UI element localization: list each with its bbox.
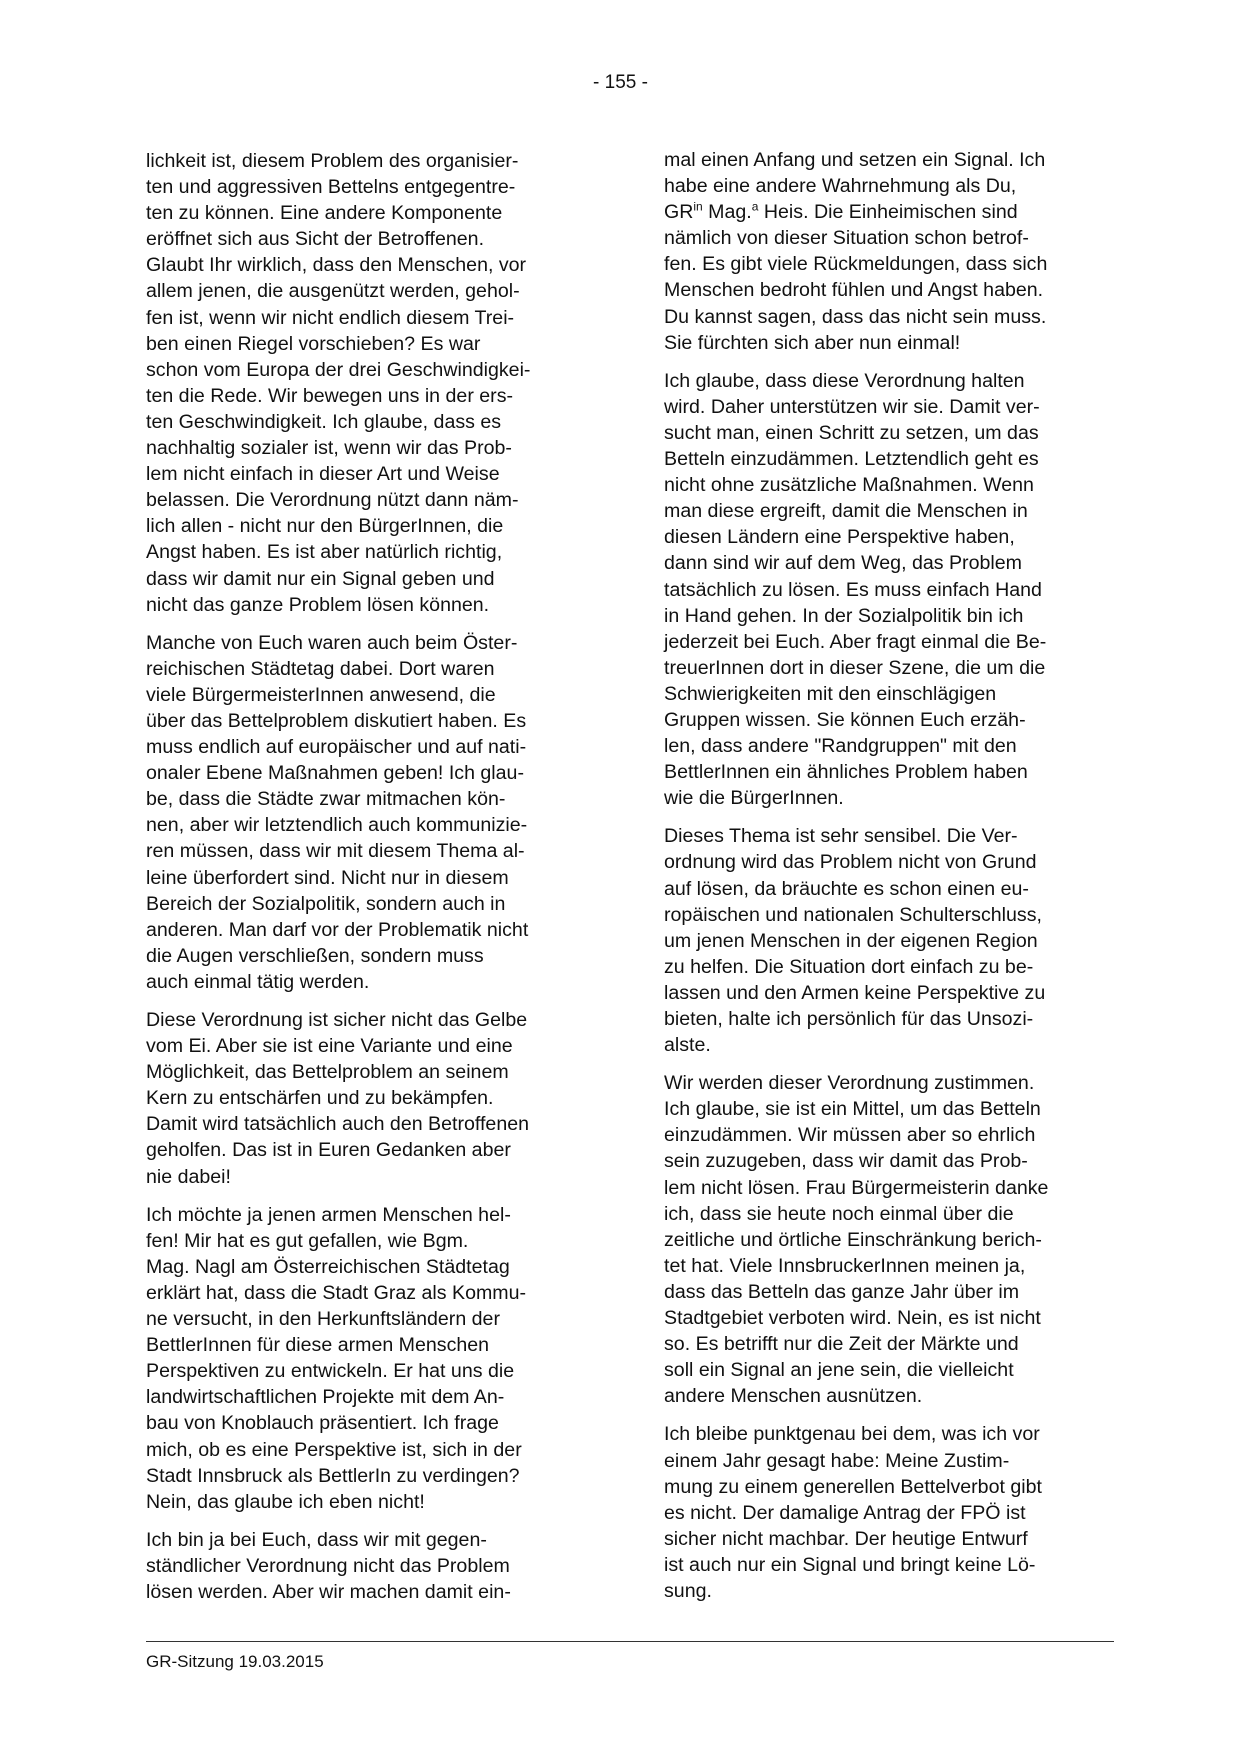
text-line: jederzeit bei Euch. Aber fragt einmal die Be- bbox=[664, 630, 1047, 653]
text-line: be, dass die Städte zwar mitmachen kön- bbox=[146, 788, 506, 811]
text-line: Stadt Innsbruck als BettlerIn zu verdingen? bbox=[146, 1464, 520, 1487]
text-line: Glaubt Ihr wirklich, dass den Menschen, vor bbox=[146, 254, 527, 277]
text-line: lem nicht lösen. Frau Bürgermeisterin danke bbox=[664, 1176, 1049, 1199]
text-line: sein zuzugeben, dass wir damit das Prob- bbox=[664, 1150, 1028, 1173]
text-line: Wir werden dieser Verordnung zustimmen. bbox=[664, 1072, 1035, 1095]
text-line: Ich glaube, dass diese Verordnung halten bbox=[664, 369, 1025, 392]
text-line: landwirtschaftlichen Projekte mit dem An- bbox=[146, 1386, 505, 1409]
text-line: lichkeit ist, diesem Problem des organisier- bbox=[146, 150, 519, 172]
text-line: tatsächlich zu lösen. Es muss einfach Hand bbox=[664, 578, 1042, 601]
left-text-column bbox=[146, 148, 594, 1617]
text-line: ropäischen und nationalen Schulterschluss, bbox=[664, 903, 1042, 926]
text-line: Ich möchte ja jenen armen Menschen hel- bbox=[146, 1203, 511, 1226]
paragraph bbox=[664, 368, 1112, 812]
text-line: ten und aggressiven Bettelns entgegentre- bbox=[146, 176, 516, 199]
text-line: sung. bbox=[664, 1579, 712, 1602]
superscript: in bbox=[693, 199, 703, 214]
superscript: a bbox=[751, 199, 759, 214]
text-line: ne versucht, in den Herkunftsländern der bbox=[146, 1308, 500, 1331]
text-line: mal einen Anfang und setzen ein Signal. Ich bbox=[664, 149, 1046, 171]
text-line: wie die BürgerInnen. bbox=[664, 787, 844, 810]
text-line: BettlerInnen für diese armen Menschen bbox=[146, 1334, 490, 1357]
text-line: dass wir damit nur ein Signal geben und bbox=[146, 567, 495, 590]
text-line: sucht man, einen Schritt zu setzen, um das bbox=[664, 421, 1039, 444]
text-line: anderen. Man darf vor der Problematik nicht bbox=[146, 918, 529, 941]
text-line: ich, dass sie heute noch einmal über die bbox=[664, 1202, 1014, 1225]
text-line: über das Bettelproblem diskutiert haben. Es bbox=[146, 709, 527, 732]
text-line: Betteln einzudämmen. Letztendlich geht es bbox=[664, 448, 1039, 471]
text-line: dann sind wir auf dem Weg, das Problem bbox=[664, 552, 1022, 575]
text-line: Perspektiven zu entwickeln. Er hat uns die bbox=[146, 1360, 515, 1383]
text-line: reichischen Städtetag dabei. Dort waren bbox=[146, 657, 495, 680]
text-line: bau von Knoblauch präsentiert. Ich frage bbox=[146, 1412, 499, 1435]
text-line: Nein, das glaube ich eben nicht! bbox=[146, 1490, 425, 1513]
text-line: lösen werden. Aber wir machen damit ein- bbox=[146, 1580, 511, 1603]
footer-divider bbox=[146, 1641, 1114, 1642]
paragraph bbox=[146, 1202, 594, 1515]
text-line bbox=[664, 199, 1112, 225]
text-line: Bereich der Sozialpolitik, sondern auch in bbox=[146, 892, 506, 915]
text-line: mung zu einem generellen Bettelverbot gibt bbox=[664, 1475, 1042, 1498]
text-line: dass das Betteln das ganze Jahr über im bbox=[664, 1280, 1020, 1303]
text-line: erklärt hat, dass die Stadt Graz als Kommu- bbox=[146, 1281, 527, 1304]
text-line: ten Geschwindigkeit. Ich glaube, dass es bbox=[146, 410, 502, 433]
paragraph bbox=[664, 147, 1112, 356]
text-line: es nicht. Der damalige Antrag der FPÖ ist bbox=[664, 1501, 1026, 1524]
text-line: schon vom Europa der drei Geschwindigkei- bbox=[146, 358, 531, 381]
text-line: sicher nicht machbar. Der heutige Entwurf bbox=[664, 1527, 1028, 1550]
text-line: ständlicher Verordnung nicht das Problem bbox=[146, 1554, 510, 1577]
text-line: geholfen. Das ist in Euren Gedanken aber bbox=[146, 1139, 511, 1162]
text-line: fen! Mir hat es gut gefallen, wie Bgm. bbox=[146, 1229, 469, 1252]
text-fragment: Heis. Die Einheimischen sind bbox=[758, 201, 1018, 224]
paragraph bbox=[146, 1527, 594, 1605]
text-line: tet hat. Viele InnsbruckerInnen meinen ja, bbox=[664, 1254, 1026, 1277]
text-line: lem nicht einfach in dieser Art und Weise bbox=[146, 463, 500, 486]
text-line: belassen. Die Verordnung nützt dann näm- bbox=[146, 489, 519, 512]
text-line: vom Ei. Aber sie ist eine Variante und eine bbox=[146, 1035, 513, 1058]
text-line: nen, aber wir letztendlich auch kommunizie- bbox=[146, 814, 528, 837]
text-line: soll ein Signal an jene sein, die vielleicht bbox=[664, 1359, 1014, 1382]
text-line: auch einmal tätig werden. bbox=[146, 970, 370, 993]
text-line: len, dass andere "Randgruppen" mit den bbox=[664, 735, 1017, 758]
text-line: lassen und den Armen keine Perspektive zu bbox=[664, 981, 1046, 1004]
text-line: Dieses Thema ist sehr sensibel. Die Ver- bbox=[664, 825, 1018, 848]
text-line: viele BürgermeisterInnen anwesend, die bbox=[146, 683, 496, 706]
text-line: zeitliche und örtliche Einschränkung berich- bbox=[664, 1228, 1042, 1251]
text-line: ist auch nur ein Signal und bringt keine Lö- bbox=[664, 1553, 1036, 1576]
title-abbreviation: Mag. bbox=[702, 201, 752, 224]
text-line: eröffnet sich aus Sicht der Betroffenen. bbox=[146, 228, 485, 251]
text-line: Menschen bedroht fühlen und Angst haben. bbox=[664, 279, 1044, 302]
paragraph bbox=[664, 823, 1112, 1058]
text-line: um jenen Menschen in der eigenen Region bbox=[664, 929, 1038, 952]
text-line: so. Es betrifft nur die Zeit der Märkte und bbox=[664, 1333, 1019, 1356]
text-line: alste. bbox=[664, 1034, 711, 1057]
text-line: Ich glaube, sie ist ein Mittel, um das Betteln bbox=[664, 1098, 1041, 1121]
text-line: ren müssen, dass wir mit diesem Thema al- bbox=[146, 840, 525, 863]
text-line: muss endlich auf europäischer und auf nati- bbox=[146, 736, 527, 759]
text-line: leine überfordert sind. Nicht nur in diesem bbox=[146, 866, 509, 889]
text-line: diesen Ländern eine Perspektive haben, bbox=[664, 526, 1015, 549]
text-line: ten zu können. Eine andere Komponente bbox=[146, 202, 503, 225]
text-line: Ich bleibe punktgenau bei dem, was ich vor bbox=[664, 1423, 1040, 1446]
text-line: Damit wird tatsächlich auch den Betroffenen bbox=[146, 1113, 530, 1136]
text-line: auf lösen, da bräuchte es schon einen eu- bbox=[664, 877, 1029, 900]
text-line: die Augen verschließen, sondern muss bbox=[146, 944, 484, 967]
text-line: ten die Rede. Wir bewegen uns in der ers- bbox=[146, 384, 514, 407]
paragraph bbox=[146, 1007, 594, 1190]
text-line: Diese Verordnung ist sicher nicht das Gelbe bbox=[146, 1009, 528, 1031]
text-line: bieten, halte ich persönlich für das Unsozi- bbox=[664, 1008, 1034, 1030]
text-line: fen. Es gibt viele Rückmeldungen, dass sich bbox=[664, 253, 1048, 276]
text-line: nie dabei! bbox=[146, 1165, 231, 1188]
text-line: mich, ob es eine Perspektive ist, sich in der bbox=[146, 1438, 522, 1461]
text-line: Ich bin ja bei Euch, dass wir mit gegen- bbox=[146, 1528, 487, 1551]
text-line: fen ist, wenn wir nicht endlich diesem Trei- bbox=[146, 306, 515, 329]
paragraph bbox=[146, 630, 594, 995]
text-line: in Hand gehen. In der Sozialpolitik bin ich bbox=[664, 604, 1024, 627]
text-line: onaler Ebene Maßnahmen geben! Ich glau- bbox=[146, 762, 524, 785]
text-line: nachhaltig sozialer ist, wenn wir das Prob- bbox=[146, 437, 512, 460]
text-line: BettlerInnen ein ähnliches Problem haben bbox=[664, 761, 1028, 784]
text-line: Du kannst sagen, dass das nicht sein muss. bbox=[664, 305, 1047, 328]
text-line: zu helfen. Die Situation dort einfach zu be- bbox=[664, 955, 1034, 978]
text-line: nicht das ganze Problem lösen können. bbox=[146, 593, 490, 616]
footer-session-date: GR-Sitzung 19.03.2015 bbox=[146, 1652, 324, 1671]
text-line: nämlich von dieser Situation schon betrof- bbox=[664, 227, 1029, 250]
text-line: einem Jahr gesagt habe: Meine Zustim- bbox=[664, 1449, 1010, 1472]
text-line: andere Menschen ausnützen. bbox=[664, 1385, 923, 1408]
text-line: Angst haben. Es ist aber natürlich richtig, bbox=[146, 541, 503, 564]
text-line: Stadtgebiet verboten wird. Nein, es ist nicht bbox=[664, 1307, 1041, 1330]
text-line: wird. Daher unterstützen wir sie. Damit ver- bbox=[664, 395, 1040, 418]
text-line: ordnung wird das Problem nicht von Grund bbox=[664, 851, 1037, 874]
text-line: Mag. Nagl am Österreichischen Städtetag bbox=[146, 1255, 510, 1278]
paragraph bbox=[664, 1070, 1112, 1409]
page-number: - 155 - bbox=[593, 72, 648, 93]
paragraph bbox=[146, 148, 594, 618]
text-line: man diese ergreift, damit die Menschen in bbox=[664, 500, 1028, 523]
text-line: nicht ohne zusätzliche Maßnahmen. Wenn bbox=[664, 474, 1034, 497]
text-line: Möglichkeit, das Bettelproblem an seinem bbox=[146, 1061, 509, 1084]
text-line: einzudämmen. Wir müssen aber so ehrlich bbox=[664, 1124, 1036, 1147]
text-line: ben einen Riegel vorschieben? Es war bbox=[146, 332, 481, 355]
text-line: habe eine andere Wahrnehmung als Du, bbox=[664, 175, 1017, 198]
text-line: lich allen - nicht nur den BürgerInnen, die bbox=[146, 515, 504, 538]
right-text-column bbox=[664, 147, 1112, 1616]
text-line: allem jenen, die ausgenützt werden, gehol- bbox=[146, 280, 520, 303]
paragraph bbox=[664, 1421, 1112, 1604]
text-line: Kern zu entschärfen und zu bekämpfen. bbox=[146, 1087, 494, 1110]
text-line: treuerInnen dort in dieser Szene, die um die bbox=[664, 656, 1046, 679]
text-line: Schwierigkeiten mit den einschlägigen bbox=[664, 682, 997, 705]
text-line: Manche von Euch waren auch beim Öster- bbox=[146, 631, 518, 654]
text-line: Gruppen wissen. Sie können Euch erzäh- bbox=[664, 708, 1026, 731]
title-abbreviation: GR bbox=[664, 201, 694, 224]
text-line: Sie fürchten sich aber nun einmal! bbox=[664, 331, 961, 354]
